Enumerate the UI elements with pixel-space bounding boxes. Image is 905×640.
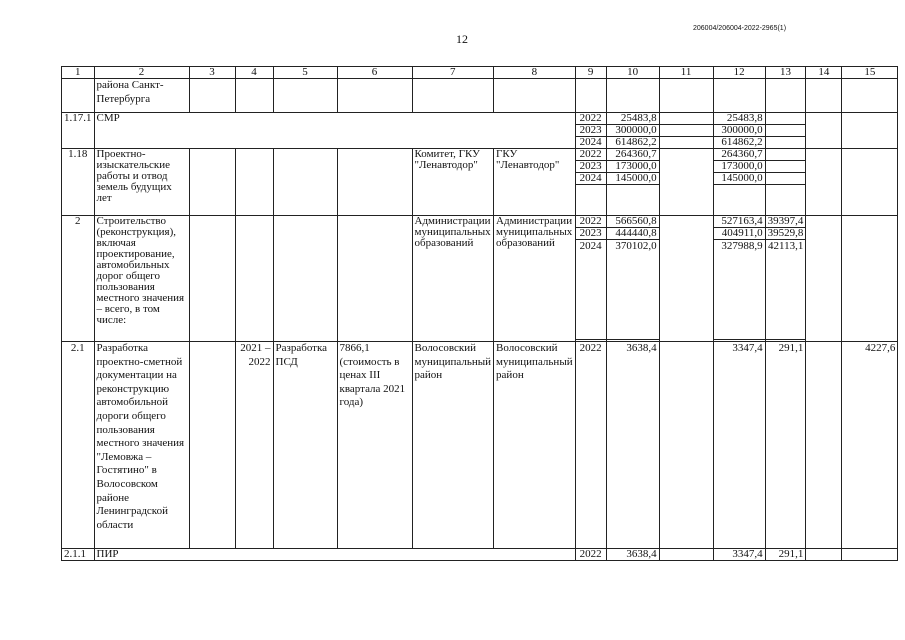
- cell-number: 2.1.1: [62, 549, 95, 561]
- cell-regional: 404911,0: [713, 228, 765, 240]
- cell-regional: 300000,0: [713, 125, 765, 137]
- cell-number: 1.18: [62, 149, 95, 216]
- cell-name: ПИР: [94, 549, 575, 561]
- cell-total: 145000,0: [606, 173, 659, 185]
- cell-number: 2.1: [62, 342, 95, 549]
- cell-local: 42113,1: [765, 240, 806, 340]
- cell-year: 2022: [575, 149, 606, 161]
- table-row: [62, 79, 898, 113]
- cell-regional: 527163,4: [713, 216, 765, 228]
- cell-regional: 173000,0: [713, 161, 765, 173]
- cell-local: 291,1: [765, 549, 806, 561]
- table-row: [62, 216, 898, 228]
- cell-year: 2024: [575, 137, 606, 149]
- cell-name: СМР: [94, 113, 575, 149]
- cell-name: Проектно-изыскательские работы и отвод земель будущих лет: [94, 149, 189, 216]
- col-header: 2: [94, 67, 189, 79]
- table-row: [62, 342, 898, 549]
- cell-regional: 327988,9: [713, 240, 765, 340]
- cell-year: 2022: [575, 549, 606, 561]
- cell-total: 3638,4: [606, 342, 659, 549]
- cell-year: 2022: [575, 113, 606, 125]
- cell-name: Строительство (реконструкция), включая проектирование, автомобильных дорог общего пользования местного значения – всего, в том числе:: [94, 216, 189, 342]
- table-row: [62, 113, 898, 125]
- header-row: [62, 67, 898, 79]
- cell-local: 291,1: [765, 342, 806, 549]
- table-row: [62, 549, 898, 561]
- page-number: 12: [456, 32, 468, 46]
- col-header: 12: [713, 67, 765, 79]
- cell-year: 2022: [575, 342, 606, 549]
- cell-total: 264360,7: [606, 149, 659, 161]
- col-header: 10: [606, 67, 659, 79]
- col-header: 6: [337, 67, 412, 79]
- cell-regional: 614862,2: [713, 137, 765, 149]
- table-row: [62, 149, 898, 161]
- document-id: 206004/206004-2022-2965(1): [693, 25, 787, 32]
- cell-regional: 3347,4: [713, 549, 765, 561]
- cell-year: 2024: [575, 240, 606, 340]
- cell-stage: Разработка ПСД: [273, 342, 337, 549]
- col-header: 14: [806, 67, 842, 79]
- cell-customer: Администрации муниципальных образований: [412, 216, 494, 342]
- cell-local: 39397,4: [765, 216, 806, 228]
- cell-period: 2021 – 2022: [235, 342, 273, 549]
- cell-year: 2023: [575, 125, 606, 137]
- cell-cost: 7866,1 (стоимость в ценах III квартала 2021 года): [337, 342, 412, 549]
- cell-name: Разработка проектно-сметной документации на реконструкцию автомобильной дороги общего пользования местного значения "Лемовжа – Гостятино" в Волосовском районе Ленинградской области: [94, 342, 189, 549]
- col-header: 8: [494, 67, 576, 79]
- cell-estimate: 4227,6: [842, 342, 898, 549]
- cell-total: 25483,8: [606, 113, 659, 125]
- col-header: 5: [273, 67, 337, 79]
- col-header: 13: [765, 67, 806, 79]
- cell-total: 370102,0: [606, 240, 659, 340]
- col-header: 3: [189, 67, 235, 79]
- cell-regional: 264360,7: [713, 149, 765, 161]
- cell-total: 3638,4: [606, 549, 659, 561]
- cell-regional: 145000,0: [713, 173, 765, 185]
- col-header: 11: [659, 67, 713, 79]
- cell-regional: 25483,8: [713, 113, 765, 125]
- cell-executor: Администрации муниципальных образований: [494, 216, 576, 342]
- cell-customer: Комитет, ГКУ "Ленавтодор": [412, 149, 494, 216]
- col-header: 7: [412, 67, 494, 79]
- cell-number: 2: [62, 216, 95, 342]
- col-header: 9: [575, 67, 606, 79]
- col-header: 4: [235, 67, 273, 79]
- cell-name: района Санкт-Петербурга: [94, 79, 189, 113]
- col-header: 15: [842, 67, 898, 79]
- cell-total: 300000,0: [606, 125, 659, 137]
- cell-regional: 3347,4: [713, 342, 765, 549]
- cell-executor: ГКУ "Ленавтодор": [494, 149, 576, 216]
- cell-total: 444440,8: [606, 228, 659, 240]
- cell-local: 39529,8: [765, 228, 806, 240]
- cell-total: 173000,0: [606, 161, 659, 173]
- cell-year: 2024: [575, 173, 606, 185]
- cell-year: 2022: [575, 216, 606, 228]
- cell-year: 2023: [575, 228, 606, 240]
- cell-total: 614862,2: [606, 137, 659, 149]
- cell-number: 1.17.1: [62, 113, 95, 149]
- cell-total: 566560,8: [606, 216, 659, 228]
- cell-customer: Волосовский муниципальный район: [412, 342, 494, 549]
- program-table: [61, 66, 898, 561]
- col-header: 1: [62, 67, 95, 79]
- cell-year: 2023: [575, 161, 606, 173]
- cell-executor: Волосовский муниципальный район: [494, 342, 576, 549]
